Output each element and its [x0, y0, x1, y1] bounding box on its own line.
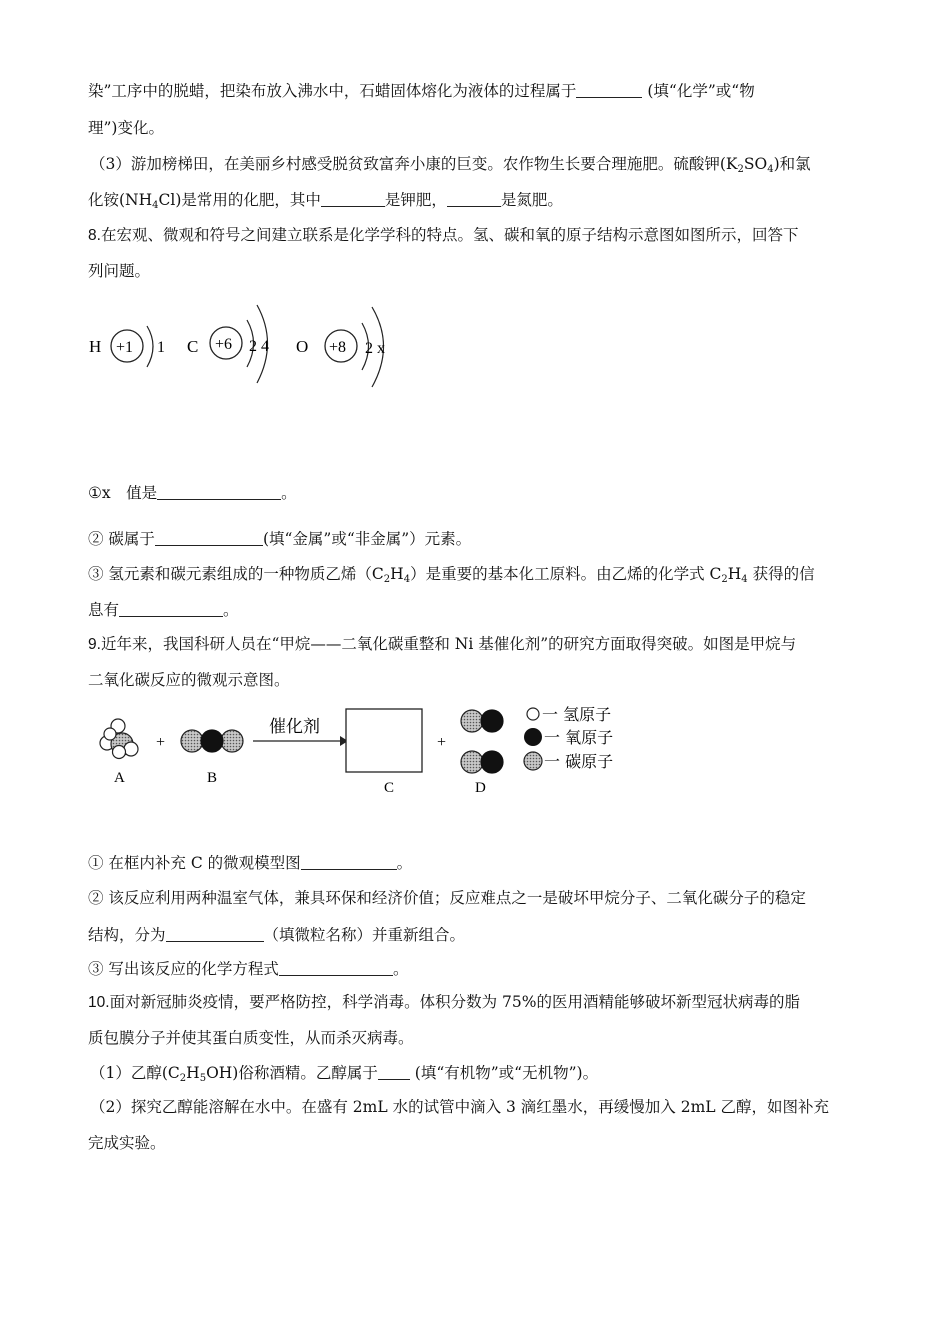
para-dewaxing-line2: 理”)变化。: [88, 119, 164, 137]
label-a: A: [114, 770, 125, 786]
atom-symbol-h: H: [89, 337, 102, 356]
answer-blank[interactable]: [447, 192, 501, 207]
label-b: B: [207, 770, 218, 786]
question-9-sub3: ③ 写出该反应的化学方程式 。: [88, 960, 409, 978]
question-8-sub1: ①x 值是 。: [88, 484, 297, 502]
legend-hydrogen: 一 氢原子: [542, 705, 612, 724]
question-8-sub3-line2: 息有 。: [88, 601, 239, 619]
legend-carbon-icon: [524, 752, 542, 770]
answer-blank[interactable]: [576, 83, 642, 98]
legend: [524, 705, 613, 771]
question-10-part2-line2: 完成实验。: [88, 1134, 166, 1152]
atom-structure-diagram: [80, 295, 410, 395]
answer-blank[interactable]: [279, 961, 393, 976]
answer-blank[interactable]: [157, 485, 281, 500]
question-number: 8.: [88, 227, 101, 244]
reaction-micro-diagram: [88, 700, 648, 800]
question-10-stem-line1: 10.面对新冠肺炎疫情，要严格防控，科学消毒。体积分数为 75%的医用酒精能够破坏新型冠状病毒的脂: [88, 993, 800, 1011]
nucleus-charge-o: +8: [329, 339, 347, 356]
answer-blank[interactable]: [155, 531, 263, 546]
question-10-part1: （1）乙醇$(C_2H_5OH)$俗称酒精。乙醇属于 (填“有机物”或“无机物”)。: [90, 1064, 599, 1084]
question-8-stem-line2: 列问题。: [88, 262, 151, 280]
answer-blank[interactable]: [166, 927, 264, 942]
legend-oxygen: 一 氧原子: [544, 728, 614, 747]
para-dewaxing-line1: 染”工序中的脱蜡，把染布放入沸水中，石蜡固体熔化为液体的过程属于 (填“化学”或“物: [88, 82, 755, 100]
question-number: 9.: [88, 636, 101, 653]
atom-symbol-o: O: [296, 337, 309, 356]
catalyst-label: 催化剂: [269, 717, 320, 737]
question-number: 10.: [88, 994, 110, 1011]
nucleus-charge-h: +1: [116, 339, 134, 356]
label-d: D: [475, 780, 486, 796]
molecule-d-co: [461, 710, 503, 773]
question-10-stem-line2: 质包膜分子并使其蛋白质变性，从而杀灭病毒。: [88, 1029, 414, 1047]
label-c: C: [384, 780, 395, 796]
atom-symbol-c: C: [187, 337, 199, 356]
question-9-sub1: ① 在框内补充 C 的微观模型图 。: [88, 854, 413, 872]
answer-blank[interactable]: [301, 855, 397, 870]
shell-electrons-c: 2 4: [249, 338, 269, 355]
question-8-sub2: ② 碳属于 (填“金属”或“非金属”）元素。: [88, 530, 472, 548]
legend-hydrogen-icon: [527, 708, 539, 720]
question-9-sub2-line1: ② 该反应利用两种温室气体，兼具环保和经济价值；反应难点之一是破坏甲烷分子、二氧化碳分子的稳定: [88, 889, 806, 907]
para-fertilizer-line1: （3）游加榜梯田，在美丽乡村感受脱贫致富奔小康的巨变。农作物生长要合理施肥。硫酸钾$(K_2SO_4)$和氯: [90, 155, 811, 175]
molecule-a-methane: [100, 719, 138, 759]
answer-blank[interactable]: [119, 602, 223, 617]
answer-blank[interactable]: [378, 1065, 410, 1080]
shell-electrons-h: 1: [157, 339, 165, 356]
answer-blank[interactable]: [321, 192, 385, 207]
plus-sign: +: [437, 734, 447, 751]
shell-electrons-o: 2 x: [365, 340, 385, 357]
question-9-stem-line1: 9.近年来，我国科研人员在“甲烷——二氧化碳重整和 Ni 基催化剂”的研究方面取得突破。如图是甲烷与: [88, 635, 797, 653]
legend-carbon: 一 碳原子: [544, 752, 614, 771]
legend-oxygen-icon: [524, 728, 542, 746]
nucleus-charge-c: +6: [215, 336, 233, 353]
molecule-b-co2: [181, 730, 243, 752]
electron-shell-arc: [147, 326, 153, 367]
question-10-part2-line1: （2）探究乙醇能溶解在水中。在盛有 2mL 水的试管中滴入 3 滴红墨水，再缓慢加入 2mL 乙醇，如图补充: [90, 1098, 829, 1116]
product-c-box[interactable]: [346, 709, 422, 772]
plus-sign: +: [156, 734, 166, 751]
question-9-sub2-line2: 结构，分为 （填微粒名称）并重新组合。: [88, 926, 466, 944]
para-fertilizer-line2: 化铵$(NH_4Cl)$是常用的化肥，其中 是钾肥， 是氮肥。: [88, 191, 563, 211]
question-9-stem-line2: 二氧化碳反应的微观示意图。: [88, 671, 290, 689]
question-8-sub3-line1: ③ 氢元素和碳元素组成的一种物质乙烯$(C_2H_4)$是重要的基本化工原料。由乙烯的化学式 $C_2H_4$ 获得的信: [88, 565, 815, 585]
question-8-stem-line1: 8.在宏观、微观和符号之间建立联系是化学学科的特点。氢、碳和氧的原子结构示意图如图所示，回答下: [88, 226, 799, 244]
